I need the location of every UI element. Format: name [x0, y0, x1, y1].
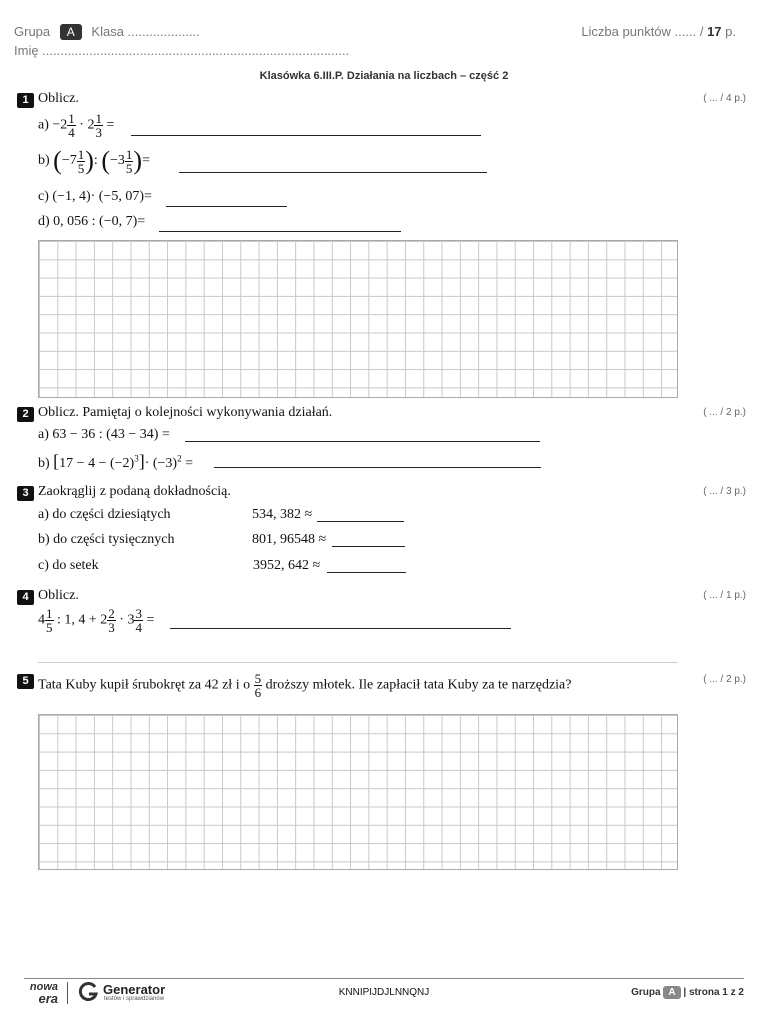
footer-page-info	[631, 986, 744, 999]
q3-a-answer-line[interactable]	[317, 521, 404, 522]
q1-c-expression	[38, 189, 152, 205]
q3-c-expr: 3952, 642 ≈	[253, 558, 321, 573]
q2-a-expr: 63 − 36 : (43 − 34) =	[52, 427, 170, 442]
footer-group-label: Grupa	[631, 987, 661, 998]
q1-c-answer-line[interactable]	[166, 206, 287, 207]
q5-working-grid[interactable]	[38, 714, 678, 870]
group-badge: A	[60, 24, 82, 40]
q1-d-answer-line[interactable]	[159, 231, 401, 232]
points-field	[581, 24, 736, 39]
q3-a-label: a) do części dziesiątych	[38, 507, 171, 522]
question-number-4: 4	[17, 590, 34, 605]
question-4-points: ( ... / 1 p.)	[703, 590, 746, 601]
question-1-title: Oblicz.	[38, 91, 79, 106]
q3-a-expr: 534, 382 ≈	[252, 507, 313, 522]
question-2-title: Oblicz. Pamiętaj o kolejności wykonywania działań.	[38, 405, 333, 420]
q1-b-label: b)	[38, 153, 50, 169]
q3-b-expr: 801, 96548 ≈	[252, 532, 327, 547]
q5-text-after: droższy młotek. Ile zapłacił tata Kuby za te narzędzia?	[265, 677, 572, 693]
section-divider	[38, 662, 678, 663]
footer-group-badge: A	[663, 986, 680, 999]
q1-a-answer-line[interactable]	[131, 135, 481, 136]
logo-era: era	[38, 991, 58, 1006]
group-field	[14, 24, 200, 40]
points-total: 17	[707, 24, 722, 39]
page-title: Klasówka 6.III.P. Działania na liczbach – część 2	[259, 70, 509, 82]
question-1-points: ( ... / 4 p.)	[703, 93, 746, 104]
question-2-points: ( ... / 2 p.)	[703, 407, 746, 418]
question-number-5: 5	[17, 674, 34, 689]
q3-b-answer-line[interactable]	[332, 546, 405, 547]
generator-subtitle: testów i sprawdzianów	[104, 996, 165, 1002]
q2-a-answer-line[interactable]	[185, 441, 540, 442]
q1-a-label: a)	[38, 117, 49, 133]
q1-working-grid[interactable]	[38, 240, 678, 398]
q2-a-label: a)	[38, 427, 49, 442]
q1-d-expr: 0, 056 : (−0, 7)=	[53, 214, 146, 229]
q3-c-answer-line[interactable]	[327, 572, 406, 573]
question-number-1: 1	[17, 93, 34, 108]
q3-c-label: c) do setek	[38, 558, 99, 573]
question-5-text: Tata Kuby kupił śrubokręt za 42 zł i o $\frac{5}{6}$ droższy młotek. Ile zapłacił tata Kuby za te narzędzia?	[38, 671, 572, 700]
question-3-title: Zaokrąglij z podaną dokładnością.	[38, 484, 231, 499]
q1-c-expr: (−1, 4)· (−5, 07)=	[52, 189, 152, 204]
question-4-title: Oblicz.	[38, 588, 79, 603]
document-code: KNNIPIJDJLNNQNJ	[338, 987, 430, 998]
q3-b-label: b) do części tysięcznych	[38, 532, 175, 547]
logo-nowa: nowa	[29, 981, 58, 993]
question-number-2: 2	[17, 407, 34, 422]
q4-answer-line[interactable]	[170, 628, 511, 629]
footer-divider	[24, 978, 744, 979]
q4-expression: 4 $\frac{1}{5}$ : 1, 4 + 2 $\frac{2}{3}$ · 3 $\frac{3}{4}$ =	[38, 606, 155, 635]
question-5-points: ( ... / 2 p.)	[703, 674, 746, 685]
q2-b-answer-line[interactable]	[214, 467, 541, 468]
question-3-points: ( ... / 3 p.)	[703, 486, 746, 497]
group-label: Grupa	[14, 24, 51, 39]
question-number-3: 3	[17, 486, 34, 501]
generator-title: Generator	[103, 982, 166, 997]
q2-a-expression	[38, 427, 170, 443]
q1-b-expression: b) (−7 $\frac{1}{5}$ ): (−3 $\frac{1}{5}$ )=	[38, 146, 150, 176]
q1-d-label: d)	[38, 214, 50, 229]
class-field: Klasa ....................	[91, 24, 200, 39]
q1-d-expression	[38, 214, 145, 230]
points-label: Liczba punktów ...... /	[581, 24, 704, 39]
q1-c-label: c)	[38, 189, 49, 204]
q1-a-expression: a) −2 $\frac{1}{4}$ · 2 $\frac{1}{3}$ =	[38, 111, 115, 140]
points-unit: p.	[725, 24, 736, 39]
q5-text-before: Tata Kuby kupił śrubokręt za 42 zł i o	[38, 677, 251, 693]
q1-b-answer-line[interactable]	[179, 172, 487, 173]
q2-b-expression: b) $[17 - 4 - (-2)^3]\cdot (-3)^2$ =	[38, 451, 193, 471]
footer-page-text: | strona 1 z 2	[683, 987, 744, 998]
q2-b-label: b)	[38, 456, 50, 471]
name-field: Imię .....................................................................................	[14, 43, 350, 58]
